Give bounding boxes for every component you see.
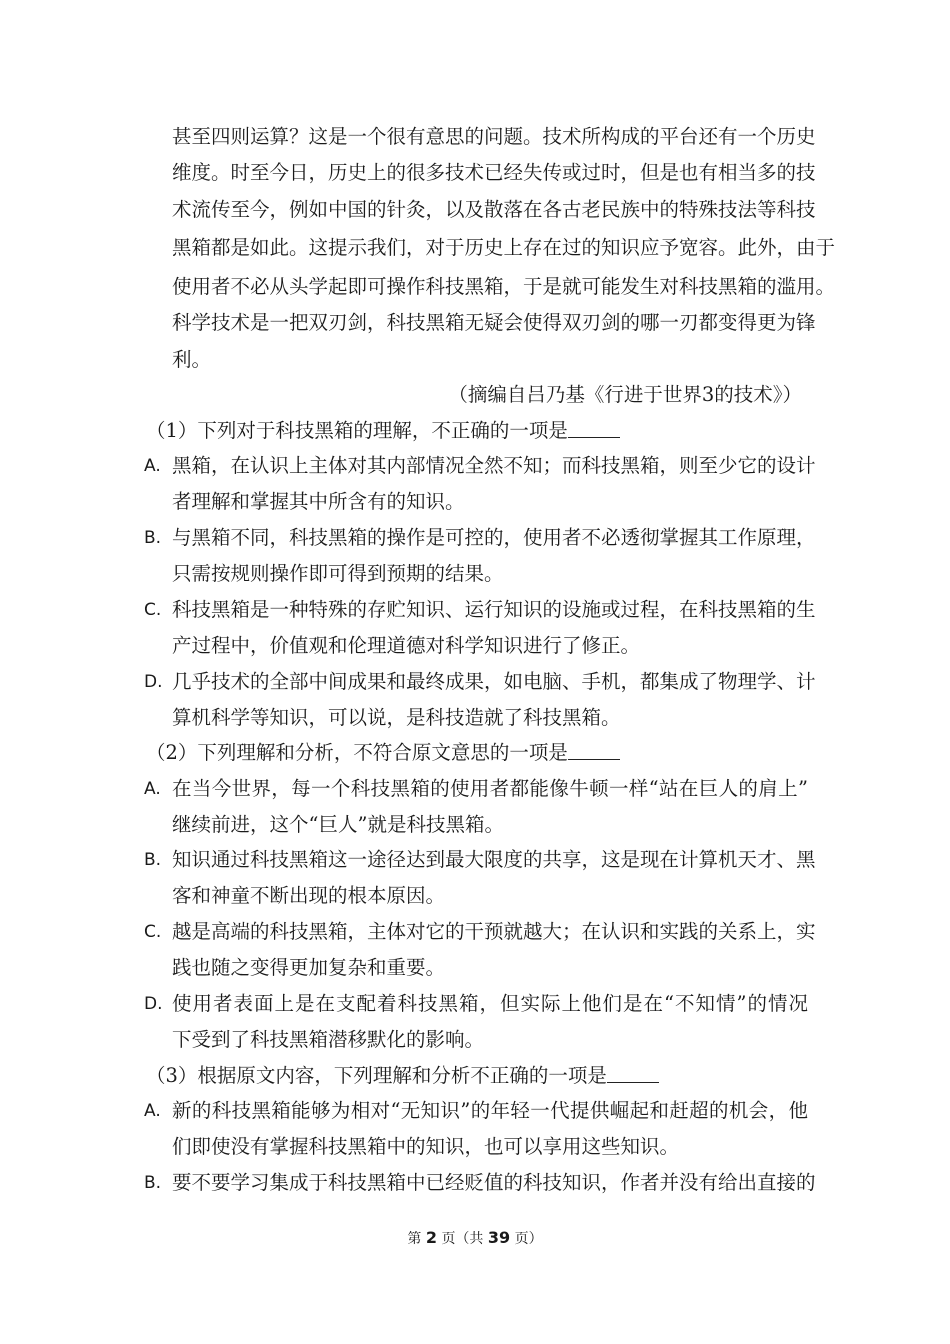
option-text-line: 算机科学等知识，可以说，是科技造就了科技黑箱。 xyxy=(172,706,621,729)
option-text-line: 与黑箱不同，科技黑箱的操作是可控的，使用者不必透彻掌握其工作原理， xyxy=(172,526,816,549)
footer-middle: 页（共 xyxy=(441,1231,484,1247)
option-label: A. xyxy=(144,779,161,799)
option-text-line: 科技黑箱是一种特殊的存贮知识、运行知识的设施或过程，在科技黑箱的生 xyxy=(172,598,816,621)
answer-blank[interactable] xyxy=(568,735,620,760)
option-label: B. xyxy=(144,528,162,548)
footer-prefix: 第 xyxy=(407,1231,422,1247)
option-text-line: 几乎技术的全部中间成果和最终成果，如电脑、手机，都集成了物理学、计 xyxy=(172,670,816,693)
total-pages: 39 xyxy=(487,1228,511,1247)
question-text: （1）下列对于科技黑箱的理解，不正确的一项是 xyxy=(146,419,568,442)
option-text-line: 继续前进，这个“巨人”就是科技黑箱。 xyxy=(172,813,504,836)
page-footer xyxy=(0,1228,950,1248)
option-text-line: 者理解和掌握其中所含有的知识。 xyxy=(172,490,465,513)
answer-blank[interactable] xyxy=(607,1058,659,1083)
passage-line: 黑箱都是如此。这提示我们，对于历史上存在过的知识应予宽容。此外，由于 xyxy=(172,236,836,259)
option-text-line: 黑箱，在认识上主体对其内部情况全然不知；而科技黑箱，则至少它的设计 xyxy=(172,454,816,477)
option-label: D. xyxy=(144,672,163,692)
passage-line: 科学技术是一把双刃剑，科技黑箱无疑会使得双刃剑的哪一刃都变得更为锋 xyxy=(172,311,816,334)
question-text: （2）下列理解和分析，不符合原文意思的一项是 xyxy=(146,741,568,764)
option-text-line: 践也随之变得更加复杂和重要。 xyxy=(172,956,446,979)
option-label: B. xyxy=(144,1173,162,1193)
question-prompt xyxy=(146,735,620,771)
passage-line: 术流传至今，例如中国的针灸，以及散落在各古老民族中的特殊技法等科技 xyxy=(172,198,816,221)
question-text: （3）根据原文内容，下列理解和分析不正确的一项是 xyxy=(146,1064,607,1087)
option-text-line: 们即使没有掌握科技黑箱中的知识，也可以享用这些知识。 xyxy=(172,1135,680,1158)
option-text-line: 越是高端的科技黑箱，主体对它的干预就越大；在认识和实践的关系上，实 xyxy=(172,920,816,943)
option-text-line: 知识通过科技黑箱这一途径达到最大限度的共享，这是现在计算机天才、黑 xyxy=(172,848,816,871)
option-text-line: 下受到了科技黑箱潜移默化的影响。 xyxy=(172,1028,485,1051)
option-text-line: 新的科技黑箱能够为相对“无知识”的年轻一代提供崛起和赶超的机会，他 xyxy=(172,1099,808,1122)
question-prompt xyxy=(146,413,620,449)
passage-line: 使用者不必从头学起即可操作科技黑箱，于是就可能发生对科技黑箱的滥用。 xyxy=(172,275,836,298)
option-label: C. xyxy=(144,922,162,942)
passage-line: 利。 xyxy=(172,348,212,371)
answer-blank[interactable] xyxy=(568,413,620,438)
passage-line: 甚至四则运算？这是一个很有意思的问题。技术所构成的平台还有一个历史 xyxy=(172,125,816,148)
citation: （摘编自吕乃基《行进于世界3的技术》） xyxy=(448,383,802,406)
option-text-line: 在当今世界，每一个科技黑箱的使用者都能像牛顿一样“站在巨人的肩上” xyxy=(172,777,808,800)
option-label: A. xyxy=(144,1101,161,1121)
option-label: B. xyxy=(144,850,162,870)
option-label: C. xyxy=(144,600,162,620)
question-prompt xyxy=(146,1058,659,1094)
option-text-line: 产过程中，价值观和伦理道德对科学知识进行了修正。 xyxy=(172,634,641,657)
passage-line: 维度。时至今日，历史上的很多技术已经失传或过时，但是也有相当多的技 xyxy=(172,161,816,184)
option-text-line: 使用者表面上是在支配着科技黑箱，但实际上他们是在“不知情”的情况 xyxy=(172,992,808,1015)
page-number: 2 xyxy=(425,1228,437,1247)
option-text-line: 客和神童不断出现的根本原因。 xyxy=(172,884,446,907)
option-text-line: 只需按规则操作即可得到预期的结果。 xyxy=(172,562,504,585)
option-text-line: 要不要学习集成于科技黑箱中已经贬值的科技知识，作者并没有给出直接的 xyxy=(172,1171,816,1194)
footer-suffix: 页） xyxy=(514,1231,543,1247)
option-label: A. xyxy=(144,456,161,476)
option-label: D. xyxy=(144,994,163,1014)
